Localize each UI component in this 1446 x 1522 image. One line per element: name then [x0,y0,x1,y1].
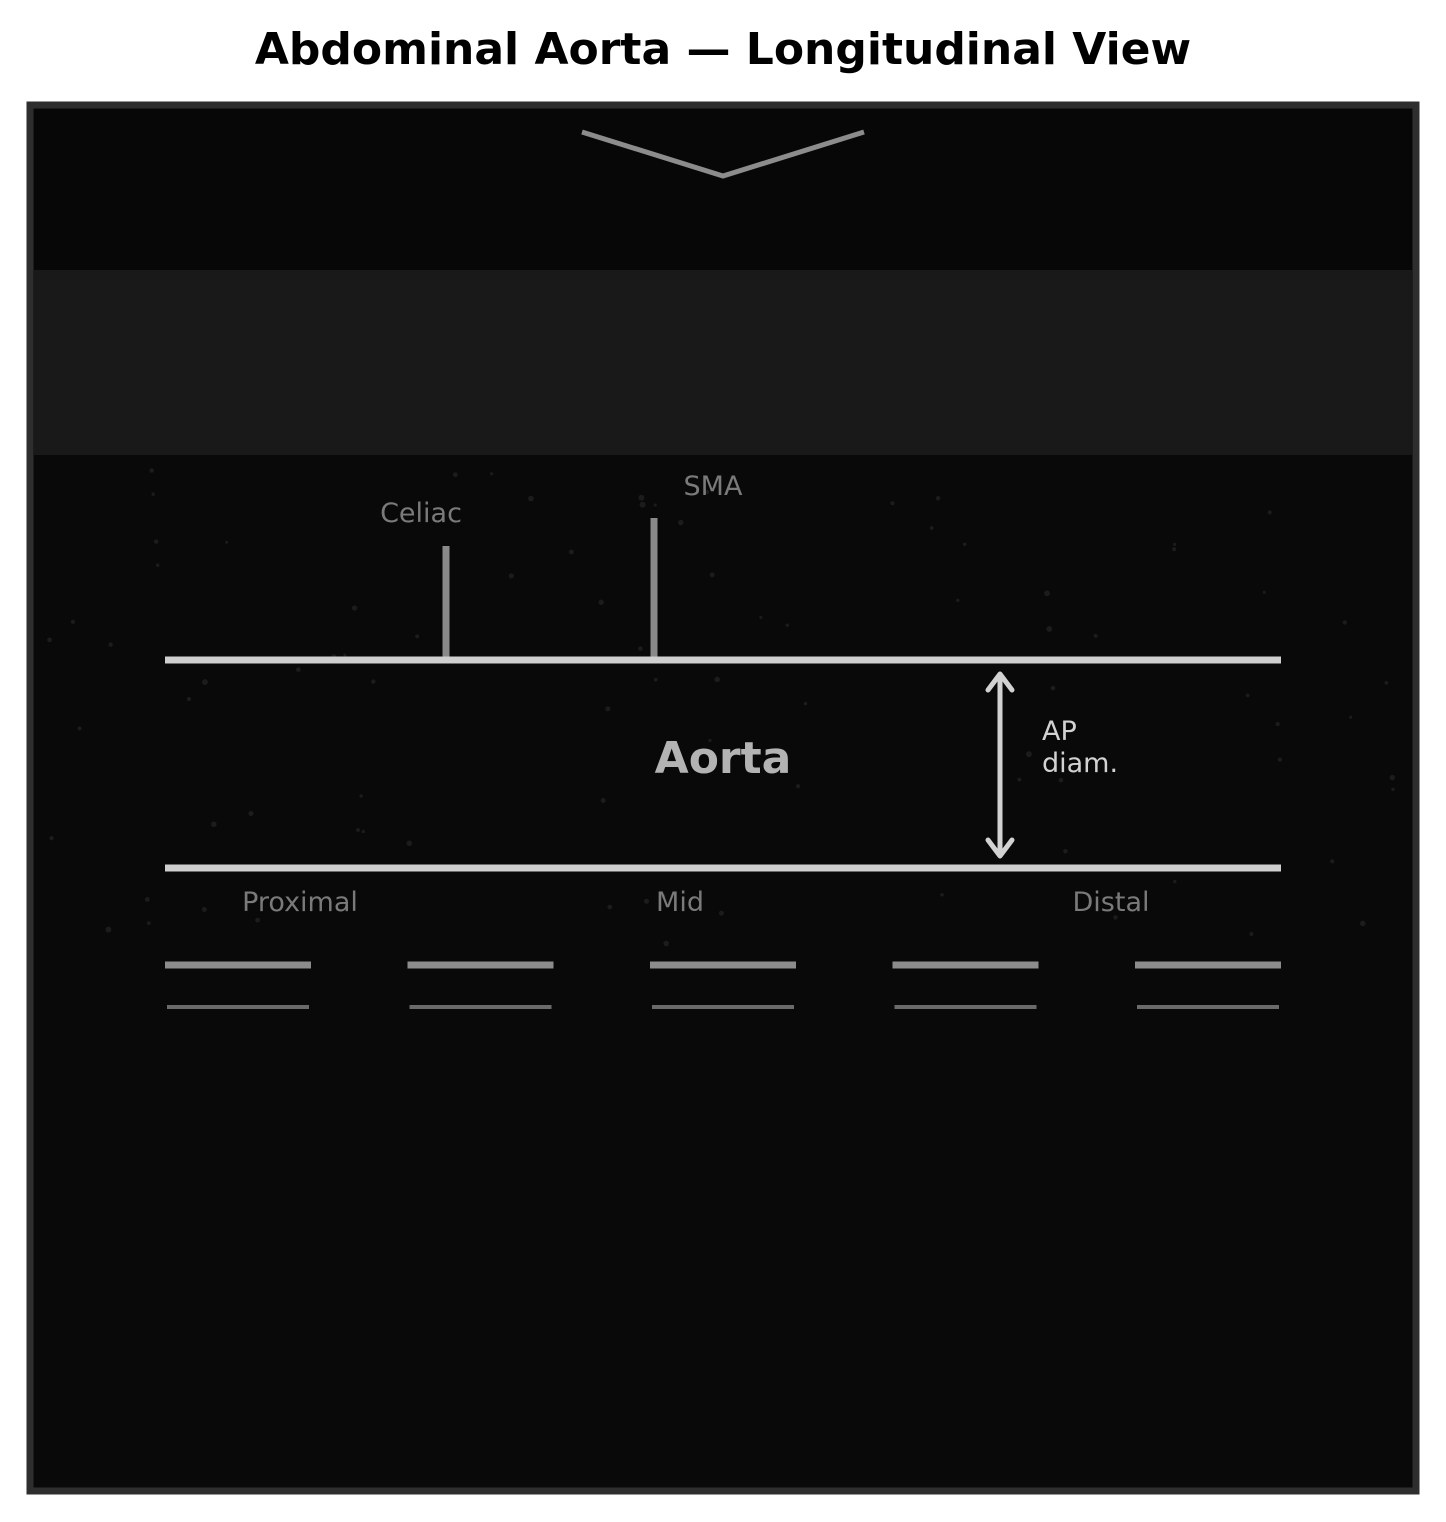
speckle-dot [786,623,789,626]
speckle-dot [202,679,208,685]
speckle-dot [1360,921,1366,927]
speckle-dot [356,828,360,832]
speckle-dot [1276,722,1280,726]
speckle-dot [710,573,715,578]
speckle-dot [1173,543,1176,546]
speckle-dot [1173,880,1176,883]
speckle-dot [71,620,75,624]
speckle-dot [719,911,724,916]
speckle-dot [663,941,669,947]
speckle-dot [453,472,458,477]
speckle-dot [930,526,934,530]
near-field-region [34,109,1412,270]
speckle-dot [105,927,111,933]
mid-label: Mid [656,887,704,918]
speckle-dot [415,634,419,638]
speckle-dot [490,472,493,475]
speckle-dot [211,821,217,827]
speckle-dot [296,667,301,672]
speckle-dot [248,811,253,816]
speckle-dot [1249,932,1253,936]
speckle-dot [601,798,606,803]
sma-label: SMA [683,471,743,502]
speckle-dot [1246,693,1250,697]
speckle-dot [1044,590,1050,596]
speckle-dot [225,541,228,544]
figure-title: Abdominal Aorta — Longitudinal View [254,24,1192,75]
speckle-dot [607,905,612,910]
proximal-label: Proximal [242,887,358,918]
speckle-dot [1094,634,1098,638]
speckle-dot [154,539,158,543]
speckle-dot [569,549,574,554]
ap-label-line2: diam. [1042,748,1119,779]
speckle-dot [1172,547,1176,551]
speckle-dot [49,836,53,840]
speckle-dot [255,918,260,923]
speckle-dot [599,600,604,605]
speckle-dot [187,697,191,701]
speckle-dot [940,893,944,897]
speckle-dot [796,784,800,788]
speckle-dot [890,501,894,505]
tissue-band [34,270,1412,455]
speckle-dot [1343,620,1347,624]
speckle-dot [714,677,720,683]
speckle-dot [638,495,644,501]
speckle-dot [963,542,967,546]
speckle-dot [804,702,808,706]
speckle-dot [528,496,534,502]
speckle-dot [1390,775,1395,780]
speckle-dot [145,897,150,902]
speckle-dot [678,520,683,525]
speckle-dot [1349,716,1352,719]
distal-label: Distal [1072,887,1150,918]
speckle-dot [407,841,413,847]
speckle-dot [936,496,940,500]
ap-label-line1: AP [1042,716,1077,747]
speckle-dot [1026,751,1032,757]
speckle-dot [156,564,159,567]
speckle-dot [509,573,514,578]
speckle-dot [1330,859,1334,863]
speckle-dot [956,599,960,603]
speckle-dot [644,899,649,904]
speckle-dot [78,726,82,730]
speckle-dot [1046,626,1052,632]
celiac-label: Celiac [380,498,462,529]
speckle-dot [352,605,357,610]
speckle-dot [654,504,657,507]
speckle-dot [1278,758,1282,762]
speckle-dot [362,830,365,833]
aorta-label: Aorta [654,733,792,784]
speckle-dot [151,492,155,496]
speckle-dot [605,706,610,711]
speckle-dot [371,679,376,684]
speckle-dot [1051,686,1056,691]
speckle-dot [202,907,207,912]
speckle-dot [1063,849,1068,854]
speckle-dot [343,653,346,656]
speckle-dot [654,678,658,682]
speckle-dot [147,921,151,925]
speckle-dot [638,646,643,651]
speckle-dot [640,502,646,508]
speckle-dot [1263,591,1266,594]
speckle-dot [149,468,154,473]
speckle-dot [47,638,52,643]
speckle-dot [1017,778,1021,782]
speckle-dot [108,642,112,646]
speckle-dot [759,616,762,619]
speckle-dot [1385,681,1389,685]
speckle-dot [359,794,362,797]
speckle-dot [1268,510,1272,514]
speckle-dot [1391,788,1394,791]
